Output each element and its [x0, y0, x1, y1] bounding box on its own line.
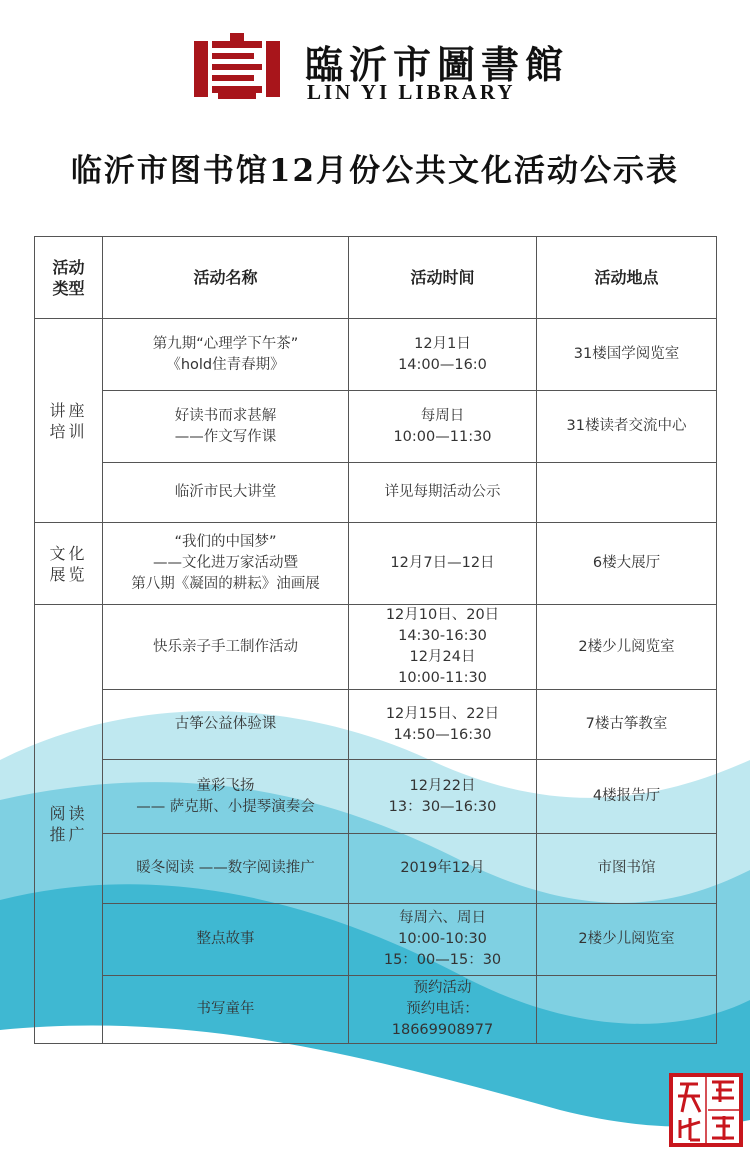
activity-place: 6楼大展厅 — [537, 523, 717, 605]
activity-name: 暖冬阅读 ——数字阅读推广 — [103, 834, 349, 904]
table-row — [35, 463, 717, 523]
activity-place: 2楼少儿阅览室 — [537, 605, 717, 690]
table-row — [35, 834, 717, 904]
activity-time: 详见每期活动公示 — [349, 463, 537, 523]
culture-seal-icon — [668, 1072, 744, 1148]
activity-name: 古筝公益体验课 — [103, 690, 349, 760]
activity-name: 童彩飞扬 —— 萨克斯、小提琴演奏会 — [103, 760, 349, 834]
activity-place: 市图书馆 — [537, 834, 717, 904]
library-logo-icon — [194, 33, 280, 101]
library-header — [0, 28, 750, 108]
activity-place — [537, 463, 717, 523]
table-row — [35, 904, 717, 976]
activity-time: 12月1日 14:00—16:0 — [349, 319, 537, 391]
activity-place: 7楼古筝教室 — [537, 690, 717, 760]
table-row — [35, 319, 717, 391]
activity-place — [537, 976, 717, 1044]
activity-place: 4楼报告厅 — [537, 760, 717, 834]
activity-time: 12月10日、20日 14:30-16:30 12月24日 10:00-11:30 — [349, 605, 537, 690]
activity-time: 12月15日、22日 14:50—16:30 — [349, 690, 537, 760]
activity-type: 阅读 推广 — [35, 605, 103, 1044]
activity-name: 整点故事 — [103, 904, 349, 976]
activity-time: 每周六、周日 10:00-10:30 15：00—15：30 — [349, 904, 537, 976]
activity-name: 临沂市民大讲堂 — [103, 463, 349, 523]
activity-place: 2楼少儿阅览室 — [537, 904, 717, 976]
activity-type: 讲座 培训 — [35, 319, 103, 523]
activity-name: “我们的中国梦” ——文化进万家活动暨 第八期《凝固的耕耘》油画展 — [103, 523, 349, 605]
activity-time: 预约活动 预约电话： 18669908977 — [349, 976, 537, 1044]
header-type: 活动 类型 — [35, 237, 103, 319]
activity-name: 好读书而求甚解 ——作文写作课 — [103, 391, 349, 463]
activity-name: 第九期“心理学下午茶” 《hold住青春期》 — [103, 319, 349, 391]
activity-name: 快乐亲子手工制作活动 — [103, 605, 349, 690]
library-name-cn: 臨沂市圖書館 — [305, 42, 570, 87]
table-row — [35, 391, 717, 463]
table-row — [35, 523, 717, 605]
table-row — [35, 976, 717, 1044]
table-row — [35, 690, 717, 760]
activity-place: 31楼国学阅览室 — [537, 319, 717, 391]
activity-time: 12月7日—12日 — [349, 523, 537, 605]
activity-type: 文化 展览 — [35, 523, 103, 605]
table-row — [35, 760, 717, 834]
activity-name: 书写童年 — [103, 976, 349, 1044]
table-header-row — [35, 237, 717, 319]
header-time: 活动时间 — [349, 237, 537, 319]
activity-schedule-table — [34, 236, 717, 1044]
activity-time: 2019年12月 — [349, 834, 537, 904]
page-title: 临沂市图书馆12月份公共文化活动公示表 — [70, 153, 680, 189]
activity-place: 31楼读者交流中心 — [537, 391, 717, 463]
header-name: 活动名称 — [103, 237, 349, 319]
header-place: 活动地点 — [537, 237, 717, 319]
activity-time: 12月22日 13：30—16:30 — [349, 760, 537, 834]
library-name-en: LIN YI LIBRARY — [307, 80, 516, 104]
table-row — [35, 605, 717, 690]
activity-time: 每周日 10:00—11:30 — [349, 391, 537, 463]
